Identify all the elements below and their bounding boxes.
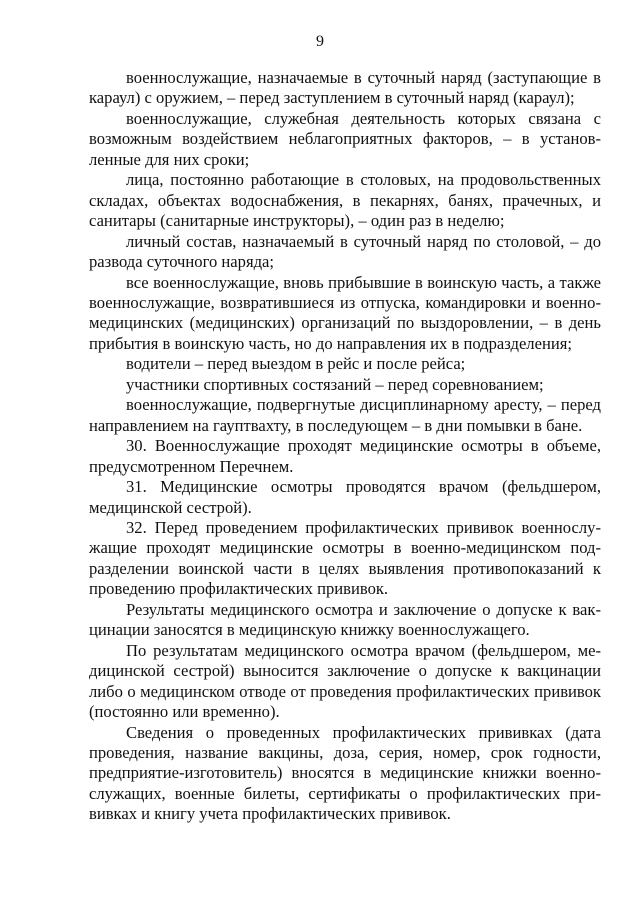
paragraph-disciplinary-arrest: военнослужащие, подвергнутые дисциплинарному аресту, – перед направлением на гауптвахту, в последующем – в дни помывки в бане. (89, 395, 601, 435)
paragraph-dining-duty-personnel: личный состав, назначаемый в суточный наряд по столовой, – до развода суточного наряда; (89, 231, 601, 272)
paragraph-vaccination-records: Сведения о проведенных профилактических прививках (дата проведения, название вакцины, доза, серия, номер, срок годности, предприятие-изготовитель) вносятся в медицинские книжки военнослужащих, военные билеты, сертификаты о профилактических прививках и книгу учета профилактических прививок. (89, 722, 601, 824)
paragraph-sports-participants: участники спортивных состязаний – перед соревнованием; (126, 374, 544, 394)
paragraph-hazard-exposed-personnel: военнослужащие, служебная деятельность которых связана с возможным воздействием неблагоприятных факторов, – в установленные для них сроки; (89, 108, 601, 169)
paragraph-item-31: 31. Медицинские осмотры проводятся врачом (фельдшером, медицинской сестрой). (89, 477, 601, 517)
paragraph-item-30: 30. Военнослужащие проходят медицинские осмотры в объеме, предусмотренном Перечнем. (89, 436, 601, 476)
paragraph-exam-results-recording: Результаты медицинского осмотра и заключение о допуске к вакцинации заносятся в медицинскую книжку военнослужащего. (89, 599, 601, 640)
paragraph-armed-guard-duty: военнослужащие, назначаемые в суточный наряд (заступающие в караул) с оружием, – перед заступлением в суточный наряд (караул); (89, 68, 601, 108)
paragraph-newly-arrived-personnel: все военнослужащие, вновь прибывшие в воинскую часть, а также военнослужащие, возвратившиеся из отпуска, командировки и военно-медицинских (медицинских) организаций по выздоровлении, – в день прибытия в воинскую часть, но до направления их в подразделения; (89, 272, 601, 353)
paragraph-vaccination-conclusion: По результатам медицинского осмотра врачом (фельдшером, медицинской сестрой) выносится заключение о допуске к вакцинации либо о медицинском отводе от проведения профилактических прививок (постоянно или временно). (89, 640, 601, 722)
paragraph-food-water-service-staff: лица, постоянно работающие в столовых, на продовольственных складах, объектах водоснабжения, в пекарнях, банях, прачечных, и санитары (санитарные инструкторы), – один раз в неделю; (89, 170, 601, 231)
document-body (89, 68, 601, 825)
page-number: 9 (316, 33, 324, 50)
paragraph-item-32: 32. Перед проведением профилактических прививок военнослужащие проходят медицинские осмотры в военно-медицинском подразделении воинской части в целях выявления противопоказаний к проведению профилактических прививок. (89, 517, 601, 599)
paragraph-drivers: водители – перед выездом в рейс и после рейса; (126, 354, 466, 374)
